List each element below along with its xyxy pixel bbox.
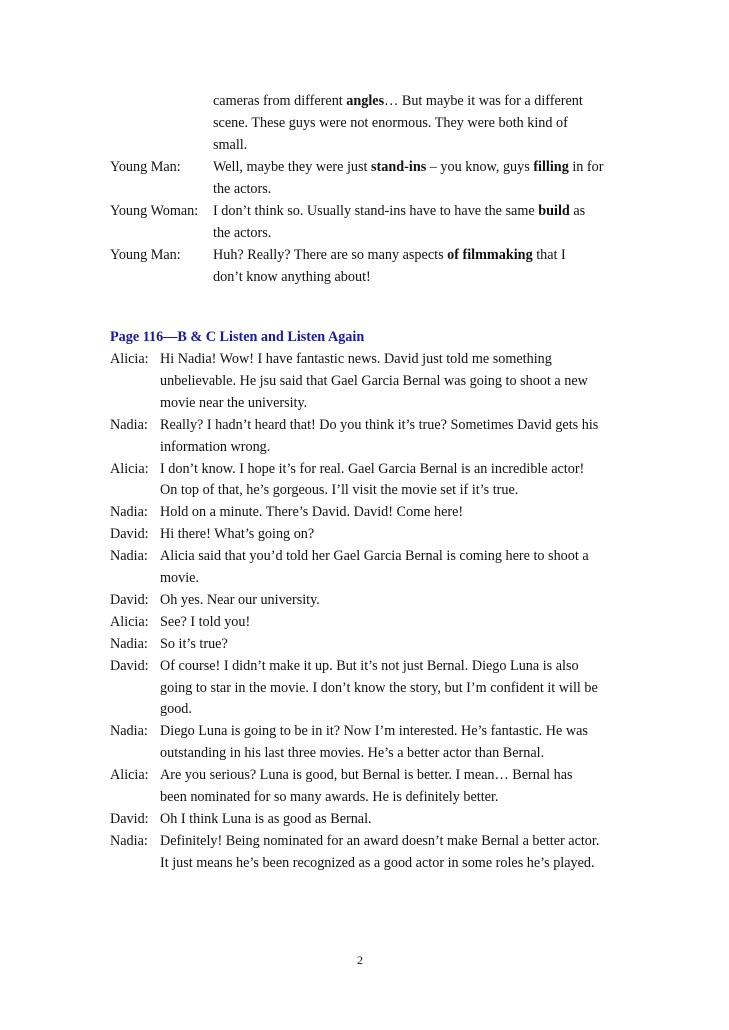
speaker-label: Nadia: — [110, 833, 148, 849]
dialogue-line: Hi there! What’s going on? — [160, 526, 315, 542]
dialogue-line: been nominated for so many awards. He is definitely better. — [160, 789, 499, 805]
script-line: the actors. — [213, 225, 272, 241]
script-line: the actors. — [213, 181, 272, 197]
dialogue-line: Alicia said that you’d told her Gael Garcia Bernal is coming here to shoot a — [160, 548, 589, 564]
speaker-label: Nadia: — [110, 504, 148, 520]
speaker-label: David: — [110, 811, 149, 827]
speaker-label: Nadia: — [110, 723, 148, 739]
dialogue-line: Oh I think Luna is as good as Bernal. — [160, 811, 372, 827]
script-line: scene. These guys were not enormous. They were both kind of — [213, 115, 568, 131]
dialogue-line: Hi Nadia! Wow! I have fantastic news. David just told me something — [160, 351, 552, 367]
dialogue-line: Really? I hadn’t heard that! Do you think it’s true? Sometimes David gets his — [160, 417, 599, 433]
speaker-label: Alicia: — [110, 351, 149, 367]
dialogue-line: It just means he’s been recognized as a good actor in some roles he’s played. — [160, 855, 595, 871]
script-line: small. — [213, 137, 248, 153]
dialogue-line: Oh yes. Near our university. — [160, 592, 320, 608]
script-line: cameras from different angles… But maybe it was for a different — [213, 93, 583, 109]
dialogue-line: Are you serious? Luna is good, but Bernal is better. I mean… Bernal has — [160, 767, 573, 783]
speaker-label: Nadia: — [110, 636, 148, 652]
section-heading: Page 116—B & C Listen and Listen Again — [110, 329, 365, 345]
dialogue-line: movie. — [160, 570, 200, 586]
dialogue-line: See? I told you! — [160, 614, 251, 630]
dialogue-line: unbelievable. He jsu said that Gael Garcia Bernal was going to shoot a new — [160, 373, 588, 389]
script-line: I don’t think so. Usually stand-ins have to have the same build as — [213, 203, 586, 219]
dialogue-line: Definitely! Being nominated for an award doesn’t make Bernal a better actor. — [160, 833, 600, 849]
speaker-label: Alicia: — [110, 614, 149, 630]
script-line: don’t know anything about! — [213, 269, 371, 285]
dialogue-line: Diego Luna is going to be in it? Now I’m interested. He’s fantastic. He was — [160, 723, 588, 739]
speaker-label: Alicia: — [110, 461, 149, 477]
script-line: Well, maybe they were just stand-ins – you know, guys filling in for — [213, 159, 604, 175]
dialogue-line: good. — [160, 701, 192, 717]
dialogue-line: So it’s true? — [160, 636, 228, 652]
speaker-label: Young Man: — [110, 159, 181, 175]
speaker-label: Young Man: — [110, 247, 181, 263]
dialogue-line: outstanding in his last three movies. He’s a better actor than Bernal. — [160, 745, 545, 761]
dialogue-line: movie near the university. — [160, 395, 308, 411]
speaker-label: David: — [110, 592, 149, 608]
speaker-label: Nadia: — [110, 548, 148, 564]
dialogue-line: On top of that, he’s gorgeous. I’ll visit the movie set if it’s true. — [160, 482, 519, 498]
dialogue-line: I don’t know. I hope it’s for real. Gael Garcia Bernal is an incredible actor! — [160, 461, 585, 477]
speaker-label: Alicia: — [110, 767, 149, 783]
speaker-label: Nadia: — [110, 417, 148, 433]
script-line: Huh? Really? There are so many aspects of filmmaking that I — [213, 247, 566, 263]
page-number: 2 — [357, 953, 363, 967]
speaker-label: Young Woman: — [110, 203, 199, 219]
speaker-label: David: — [110, 658, 149, 674]
dialogue-line: Hold on a minute. There’s David. David! Come here! — [160, 504, 464, 520]
dialogue-line: information wrong. — [160, 439, 271, 455]
dialogue-line: going to star in the movie. I don’t know the story, but I’m confident it will be — [160, 680, 598, 696]
dialogue-line: Of course! I didn’t make it up. But it’s not just Bernal. Diego Luna is also — [160, 658, 579, 674]
speaker-label: David: — [110, 526, 149, 542]
